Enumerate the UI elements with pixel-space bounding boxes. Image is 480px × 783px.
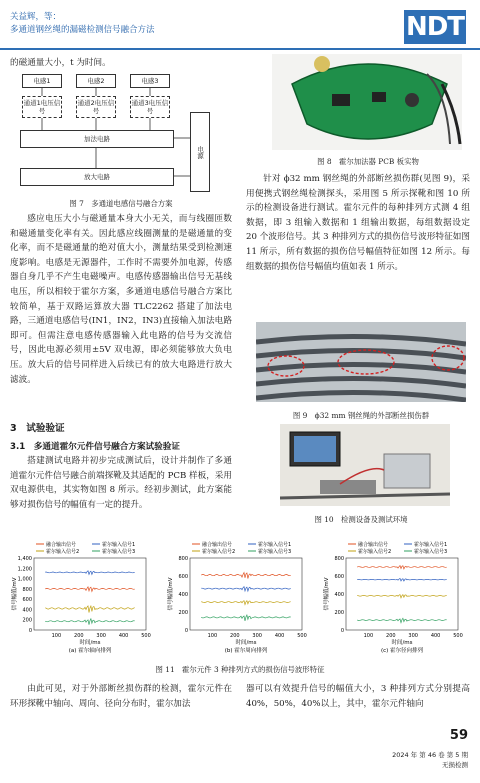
series-line [357, 566, 447, 569]
y-tick-label: 0 [340, 628, 344, 634]
sensor-box-3: 电感3 [130, 74, 170, 88]
y-tick-label: 200 [334, 610, 344, 616]
y-tick-label: 800 [178, 556, 188, 562]
series-line [45, 587, 135, 592]
legend-label: 霍尔输入信号1 [102, 542, 136, 548]
x-tick-label: 100 [51, 633, 62, 639]
sensor-box-1: 电感1 [22, 74, 62, 88]
legend-label: 霍尔输入信号3 [102, 549, 136, 555]
plot-frame [190, 558, 302, 630]
y-tick-label: 400 [22, 607, 32, 614]
section-3-heading: 3 试验验证 [10, 423, 65, 434]
header-divider [0, 48, 480, 50]
legend-label: 融合输出信号 [358, 542, 389, 548]
x-tick-label: 200 [74, 633, 84, 639]
y-tick-label: 0 [28, 628, 32, 634]
y-tick-label: 1,400 [17, 556, 32, 562]
y-tick-label: 600 [334, 574, 344, 580]
y-tick-label: 400 [178, 592, 188, 598]
figure-11-caption: 图 11 霍尔元件 3 种排列方式的损伤信号波形特征 [155, 665, 325, 674]
test-equipment-drawing [280, 424, 450, 506]
pcb-board-drawing [272, 54, 462, 150]
legend-label: 融合输出信号 [46, 542, 77, 548]
x-tick-label: 400 [118, 633, 129, 639]
page-number: 59 [449, 728, 468, 743]
filter-box-1: 通道1电压信号 [22, 96, 62, 118]
series-line [45, 619, 135, 625]
x-tick-label: 300 [408, 633, 418, 639]
y-tick-label: 1,200 [17, 566, 32, 573]
y-tick-label: 200 [178, 610, 188, 616]
legend-label: 霍尔输入信号2 [46, 549, 80, 555]
y-tick-label: 200 [22, 617, 32, 624]
filter-box-2: 通道2电压信号 [76, 96, 116, 118]
y-tick-label: 600 [178, 574, 188, 580]
footer-journal: 无损检测 [442, 761, 468, 769]
x-axis-label: 时间/ms [391, 640, 413, 646]
bottom-left-body [10, 682, 232, 711]
legend-label: 融合输出信号 [202, 542, 233, 548]
x-tick-label: 400 [430, 633, 441, 639]
legend-label: 霍尔输入信号3 [258, 549, 292, 555]
y-tick-label: 800 [334, 556, 344, 562]
y-tick-label: 600 [22, 597, 32, 604]
top-text: 的磁通量大小，t 为时间。 [10, 58, 111, 68]
adder-circuit-box: 加法电路 [20, 130, 174, 148]
plot-frame [34, 558, 146, 630]
series-line [201, 601, 291, 605]
x-tick-label: 500 [453, 633, 463, 639]
x-tick-label: 200 [230, 633, 240, 639]
y-tick-label: 1,000 [17, 576, 32, 583]
series-line [45, 606, 135, 613]
figure-9-caption: 图 9 ϕ32 mm 钢丝绳的外部断丝损伤群 [292, 411, 430, 420]
legend-label: 霍尔输入信号3 [414, 549, 448, 555]
y-tick-label: 400 [334, 592, 344, 598]
series-line [357, 578, 447, 581]
filter-box-3: 通道3电压信号 [130, 96, 170, 118]
x-axis-label: 时间/ms [79, 640, 101, 646]
y-tick-label: 800 [22, 586, 32, 593]
bottom-right-paragraph: 器可以有效提升信号的幅值大小，3 种排列方式分别提高 40%，50%，40%以上，其中，霍尔元件轴向 [246, 684, 470, 709]
y-axis-label: 信号幅值/mV [168, 577, 174, 611]
x-tick-label: 300 [252, 633, 262, 639]
right-paragraph: 针对 ϕ32 mm 钢丝绳的外部断丝损伤群(见图 9)，采用便携式钢丝绳检测探头，采用图 5 所示探靴和图 10 所示的检测设备进行测试。霍尔元件的每种排列方式测 4 组数据，即 3 组输入数据和 1 组输出数据，每组数据设定 20 个波形信号。其 3 种排列方式的损伤信号波形特征如图 11 所示，所有数据的损伤信号幅值特征如图 12 所示。每组数据的损伤信号幅值均值如表 1 所示。 [246, 174, 470, 272]
section-3-1-heading: 3.1 多通道霍尔元件信号融合方案试验验证 [10, 442, 180, 452]
bottom-right-body [246, 682, 470, 711]
legend-label: 霍尔输入信号1 [414, 542, 448, 548]
series-line [357, 595, 447, 598]
legend-label: 霍尔输入信号2 [358, 549, 392, 555]
series-line [201, 573, 291, 579]
header-title: 多通道钢丝绳的漏磁检测信号融合方法 [10, 25, 155, 35]
subplot-caption: (c) 霍尔径向排列 [380, 648, 424, 654]
series-line [45, 571, 135, 575]
header-authors: 关益辉，等： [10, 12, 62, 22]
legend-label: 霍尔输入信号2 [202, 549, 236, 555]
x-tick-label: 100 [363, 633, 374, 639]
y-axis-label: 信号幅值/mV [324, 577, 330, 611]
x-tick-label: 100 [207, 633, 218, 639]
figure-9-photo [256, 322, 466, 402]
figure-10-caption: 图 10 检测设备及测试环境 [314, 515, 408, 524]
figure-10-photo [280, 424, 450, 506]
x-axis-label: 时间/ms [235, 640, 257, 646]
y-tick-label: 0 [184, 628, 188, 634]
subplot-caption: (a) 霍尔轴向排列 [68, 648, 112, 654]
x-tick-label: 400 [274, 633, 285, 639]
x-tick-label: 500 [297, 633, 307, 639]
amplifier-circuit-box: 放大电路 [20, 168, 174, 186]
footer-issue: 2024 年 第 46 卷 第 5 期 [392, 751, 468, 759]
section-3-1-body [10, 454, 232, 512]
series-line [357, 618, 447, 622]
wire-rope-drawing [256, 322, 466, 402]
bottom-left-paragraph: 由此可见，对于外部断丝损伤群的检测，霍尔元件在环形探靴中轴向、周向、径向分布时，霍尔加法 [10, 684, 232, 709]
journal-logo: NDT [405, 12, 465, 42]
subplot-caption: (b) 霍尔周向排列 [224, 648, 268, 654]
power-supply-box: 电源 [190, 112, 210, 192]
x-tick-label: 200 [386, 633, 396, 639]
sensor-box-2: 电感2 [76, 74, 116, 88]
left-body [10, 212, 232, 387]
figure-7-diagram [16, 72, 226, 194]
figure-8-photo [272, 54, 462, 150]
x-tick-label: 500 [141, 633, 151, 639]
series-line [201, 587, 291, 592]
right-body [246, 172, 470, 274]
left-paragraph: 感应电压大小与磁通量本身大小无关，而与线圈匝数和磁通量变化率有关。因此感应线圈测量的是磁通量的变化率，而不是磁通量的绝对值大小，测量结果受到检测速度影响。电感是无源器件，工作时不需要外加电源，传感器自身几乎不产生电磁噪声。电感传感器输出信号无基线电压，所以相较于霍尔方案，多通道电感信号融合方案比较简单，基于双路运算放大器 TLC2262 搭建了加法电路，三通道电感信号(IN1，IN2，IN3)直接输入加法电路即可。但需注意电感传感器输入此电路的信号为交流信号，因此电源必须用±5V 双电源，即必须能够放大负电压。放大后的信号同样进入后续已有的放大电路进行放大滤波。 [10, 214, 232, 385]
series-line [201, 615, 291, 621]
figure-8-caption: 图 8 霍尔加法器 PCB 板实物 [317, 157, 419, 166]
section-3-1-paragraph: 搭建测试电路并初步完成测试后，设计并制作了多通道霍尔元件信号融合前端探靴及其适配的 PCB 样板，采用双电源供电，其实物如图 8 所示。经初步测试，此方案能够对损伤信号的幅值有一定的提升。 [10, 456, 232, 510]
figure-7-caption: 图 7 多通道电感信号融合方案 [69, 199, 173, 208]
y-axis-label: 信号幅值/mV [12, 577, 18, 611]
legend-label: 霍尔输入信号1 [258, 542, 292, 548]
x-tick-label: 300 [96, 633, 106, 639]
figure-11-charts [6, 540, 476, 660]
figure-11 [6, 540, 476, 660]
